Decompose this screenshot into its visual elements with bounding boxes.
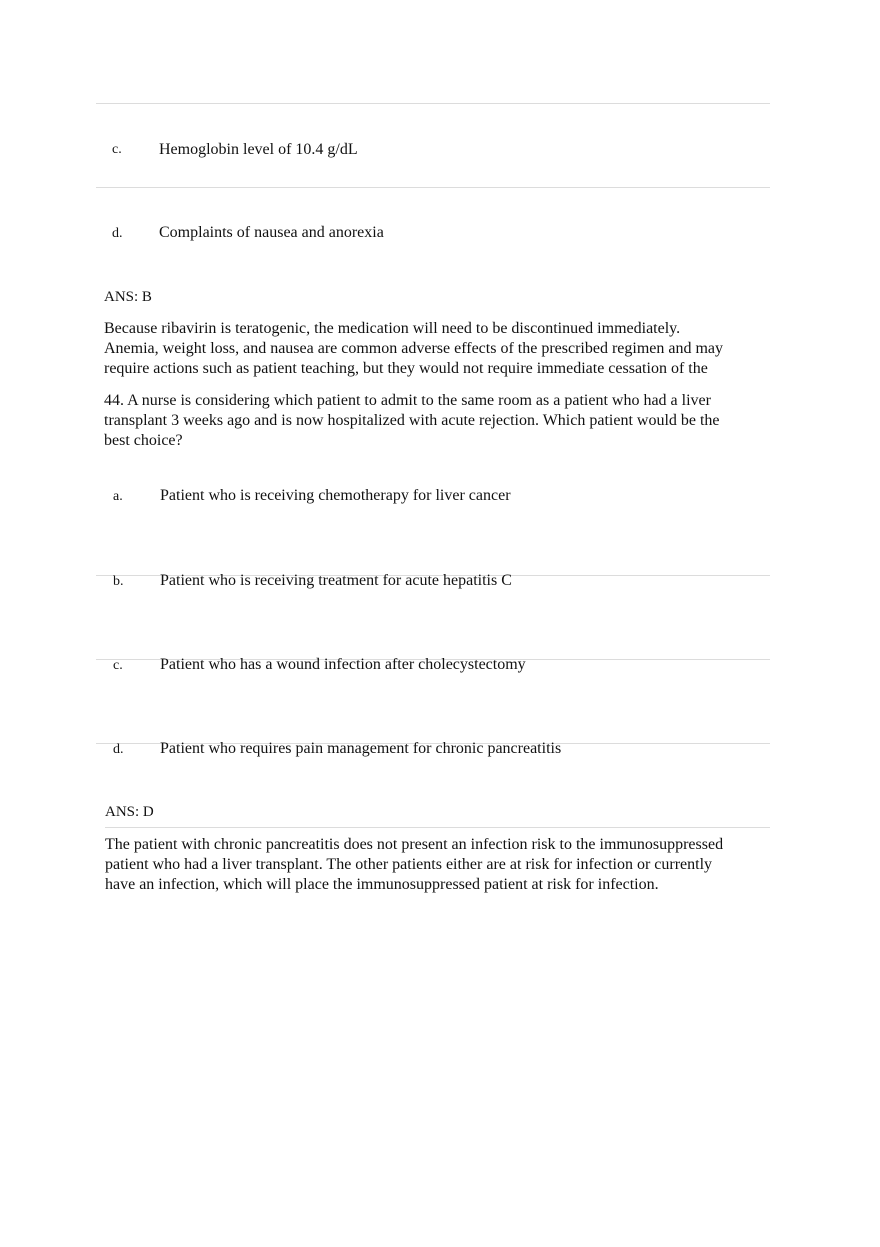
rationale-line: Anemia, weight loss, and nausea are common adverse effects of the prescribed regimen and may <box>104 340 724 357</box>
option-text-b: Patient who is receiving treatment for acute hepatitis C <box>160 572 512 589</box>
rationale-line: have an infection, which will place the immunosuppressed patient at risk for infection. <box>105 876 659 893</box>
question-stem <box>104 391 784 451</box>
rationale-paragraph <box>104 319 784 379</box>
option-text-a: Patient who is receiving chemotherapy for liver cancer <box>160 487 511 504</box>
option-text-d: Complaints of nausea and anorexia <box>159 224 384 241</box>
rationale-line: patient who had a liver transplant. The other patients either are at risk for infection or currently <box>105 856 713 873</box>
table-rule <box>96 103 770 104</box>
option-letter-c: c. <box>113 658 123 673</box>
option-letter-a: a. <box>113 489 123 504</box>
option-text-c: Hemoglobin level of 10.4 g/dL <box>159 141 358 158</box>
option-text-d: Patient who requires pain management for chronic pancreatitis <box>160 740 562 757</box>
answer-label: ANS: B <box>104 289 152 305</box>
rationale-line: Because ribavirin is teratogenic, the medication will need to be discontinued immediately. <box>104 320 681 337</box>
question-stem-line: transplant 3 weeks ago and is now hospitalized with acute rejection. Which patient would be the <box>104 412 720 429</box>
question-stem-line: 44. A nurse is considering which patient to admit to the same room as a patient who had a liver <box>104 392 711 409</box>
answer-label: ANS: D <box>105 804 154 820</box>
rationale-line: require actions such as patient teaching, but they would not require immediate cessation of the <box>104 360 708 377</box>
option-letter-d: d. <box>112 226 123 241</box>
question-stem-line: best choice? <box>104 432 183 449</box>
option-text-c: Patient who has a wound infection after cholecystectomy <box>160 656 526 673</box>
table-rule <box>105 827 770 828</box>
option-letter-b: b. <box>113 574 124 589</box>
option-letter-d: d. <box>113 742 124 757</box>
rationale-paragraph <box>105 835 785 895</box>
rationale-line: The patient with chronic pancreatitis does not present an infection risk to the immunosuppressed <box>105 836 724 853</box>
option-letter-c: c. <box>112 142 122 157</box>
table-rule <box>96 187 770 188</box>
